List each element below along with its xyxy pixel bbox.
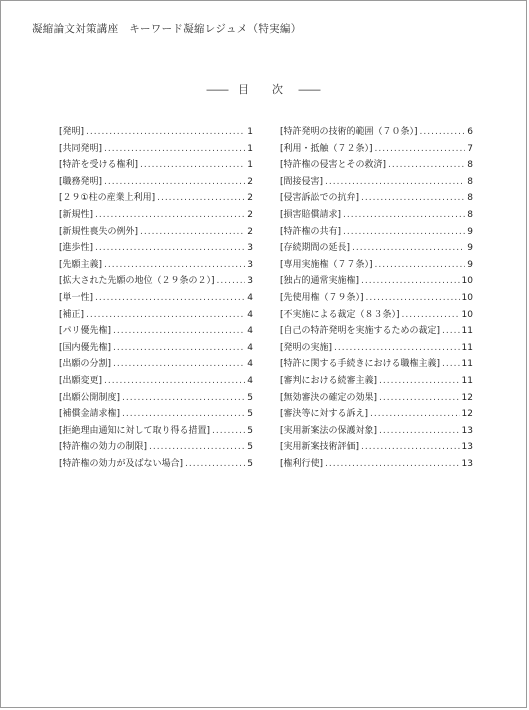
- toc-entry-page: 9: [467, 243, 473, 254]
- toc-leader-dots: [140, 224, 245, 241]
- toc-entry: [59, 240, 253, 257]
- toc-entry: [59, 307, 253, 324]
- toc-title-text: 目 次: [238, 83, 289, 96]
- toc-entry-page: 13: [461, 425, 473, 436]
- toc-leader-dots: [86, 307, 245, 324]
- toc-entry-page: 1: [247, 160, 253, 171]
- document-header: 凝縮論文対策講座 キーワード凝縮レジュメ（特実編）: [32, 23, 302, 35]
- toc-right-column: [280, 124, 473, 472]
- toc-entry-label: [職務発明]: [59, 176, 103, 187]
- toc-entry-label: [特許を受ける権利]: [59, 160, 139, 171]
- toc-leader-dots: [379, 423, 460, 440]
- toc-entry-label: [出願変更]: [59, 375, 103, 386]
- toc-entry-page: 8: [467, 209, 473, 220]
- toc-entry-label: [実用新案技術評価]: [280, 442, 360, 453]
- toc-leader-dots: [361, 273, 460, 290]
- toc-entry-label: [先使用権（７９条）]: [280, 292, 364, 303]
- toc-entry-label: [特許に関する手続きにおける職権主義]: [280, 359, 441, 370]
- toc-left-column: [59, 124, 253, 472]
- toc-entry-page: 4: [247, 309, 253, 320]
- toc-entry-label: [発明の実施]: [280, 342, 333, 353]
- toc-leader-dots: [157, 190, 245, 207]
- toc-entry-page: 11: [461, 342, 473, 353]
- toc-entry: [280, 207, 473, 224]
- toc-entry-page: 6: [467, 127, 473, 137]
- toc-entry: [59, 224, 253, 241]
- toc-leader-dots: [352, 240, 465, 257]
- toc-entry-page: 5: [247, 458, 253, 469]
- toc-entry: [280, 390, 473, 407]
- toc-entry-label: [共同発明]: [59, 143, 103, 154]
- toc-leader-dots: [379, 390, 460, 407]
- toc-leader-dots: [361, 190, 465, 207]
- toc-leader-dots: [104, 257, 245, 274]
- toc-leader-dots: [140, 157, 245, 174]
- toc-entry-page: 2: [247, 226, 253, 237]
- toc-leader-dots: [442, 323, 460, 340]
- toc-entry-page: 2: [247, 193, 253, 204]
- toc-entry: [280, 240, 473, 257]
- toc-entry-label: [権利行使]: [280, 458, 324, 469]
- toc-leader-dots: [370, 406, 460, 423]
- toc-entry-page: 8: [467, 176, 473, 187]
- toc-entry-label: [利用・抵触（７２条）]: [280, 143, 373, 154]
- title-dash-left: ――: [206, 83, 229, 96]
- toc-entry-page: 10: [461, 292, 473, 303]
- toc-leader-dots: [366, 290, 460, 307]
- toc-leader-dots: [122, 406, 245, 423]
- toc-entry: [59, 340, 253, 357]
- toc-entry-page: 1: [247, 143, 253, 154]
- toc-entry: [280, 224, 473, 241]
- toc-entry-label: [新規性喪失の例外]: [59, 226, 139, 237]
- toc-entry-page: 10: [461, 276, 473, 287]
- toc-leader-dots: [325, 174, 465, 191]
- toc-entry: [59, 423, 253, 440]
- toc-entry: [59, 356, 253, 373]
- toc-entry-label: [２９①柱の産業上利用]: [59, 193, 156, 204]
- toc-entry: [59, 157, 253, 174]
- toc-entry: [59, 373, 253, 390]
- toc-entry-label: [発明]: [59, 127, 85, 137]
- toc-entry-page: 5: [247, 392, 253, 403]
- toc-entry-page: 12: [461, 392, 473, 403]
- toc-entry-label: [新規性]: [59, 209, 94, 220]
- toc-entry: [280, 406, 473, 423]
- toc-entry: [280, 141, 473, 158]
- toc-entry: [59, 406, 253, 423]
- toc-entry-label: [パリ優先権]: [59, 326, 112, 337]
- toc-entry: [280, 456, 473, 473]
- toc-entry-label: [先願主義]: [59, 259, 103, 270]
- toc-entry-label: [専用実施権（７７条）]: [280, 259, 373, 270]
- toc-leader-dots: [343, 207, 465, 224]
- toc-entry-label: [実用新案法の保護対象]: [280, 425, 378, 436]
- toc-leader-dots: [375, 257, 466, 274]
- toc-leader-dots: [95, 290, 245, 307]
- toc-entry-label: [無効審決の確定の効果]: [280, 392, 378, 403]
- toc-entry: [280, 290, 473, 307]
- toc-leader-dots: [334, 340, 460, 357]
- toc-entry-page: 13: [461, 442, 473, 453]
- toc-entry-label: [間接侵害]: [280, 176, 324, 187]
- toc-leader-dots: [217, 273, 246, 290]
- toc-entry: [280, 124, 473, 141]
- toc-entry-label: [審決等に対する訴え]: [280, 409, 369, 420]
- toc-leader-dots: [86, 124, 245, 141]
- toc-entry-page: 13: [461, 458, 473, 469]
- toc-entry-page: 4: [247, 342, 253, 353]
- toc-entry-page: 4: [247, 326, 253, 337]
- toc-entry-page: 9: [467, 226, 473, 237]
- toc-leader-dots: [379, 373, 460, 390]
- toc-entry-page: 5: [247, 425, 253, 436]
- toc-entry-label: [補正]: [59, 309, 85, 320]
- toc-entry-label: [自己の特許発明を実施するための裁定]: [280, 326, 441, 337]
- toc-entry-label: [拒絶理由通知に対して取り得る措置]: [59, 425, 211, 436]
- toc-entry-label: [国内優先権]: [59, 342, 112, 353]
- toc-leader-dots: [149, 439, 245, 456]
- toc-entry-page: 8: [467, 193, 473, 204]
- toc-entry: [280, 307, 473, 324]
- toc-leader-dots: [325, 456, 460, 473]
- toc-leader-dots: [95, 207, 245, 224]
- toc-entry-label: [出願の分割]: [59, 359, 112, 370]
- toc-entry: [59, 257, 253, 274]
- toc-entry: [59, 456, 253, 473]
- toc-entry-label: [拡大された先願の地位（２９条の２）]: [59, 276, 215, 287]
- toc-entry-page: 4: [247, 359, 253, 370]
- toc-entry-label: [特許権の共有]: [280, 226, 342, 237]
- toc-entry-label: [進歩性]: [59, 243, 94, 254]
- toc-leader-dots: [95, 240, 245, 257]
- toc-entry: [280, 190, 473, 207]
- toc-entry-page: 11: [461, 375, 473, 386]
- toc-entry-page: 4: [247, 292, 253, 303]
- toc-entry-page: 3: [247, 243, 253, 254]
- toc-leader-dots: [104, 174, 245, 191]
- toc-entry: [59, 273, 253, 290]
- toc-entry-label: [特許権の効力が及ばない場合]: [59, 458, 184, 469]
- toc-leader-dots: [122, 390, 245, 407]
- toc-entry-label: [存続期間の延長]: [280, 243, 351, 254]
- toc-entry-page: 12: [461, 409, 473, 420]
- toc-leader-dots: [113, 340, 245, 357]
- toc-entry: [59, 439, 253, 456]
- toc-entry: [280, 373, 473, 390]
- toc-leader-dots: [212, 423, 245, 440]
- toc-leader-dots: [420, 124, 466, 141]
- toc-entry-label: [不実施による裁定（８３条）]: [280, 309, 400, 320]
- toc-entry-label: [独占的通常実施権]: [280, 276, 360, 287]
- toc-entry-page: 3: [247, 259, 253, 270]
- toc-entry-page: 9: [467, 259, 473, 270]
- toc-entry: [280, 157, 473, 174]
- toc-entry: [59, 174, 253, 191]
- toc-leader-dots: [375, 141, 466, 158]
- toc-leader-dots: [104, 141, 245, 158]
- toc-entry-page: 2: [247, 209, 253, 220]
- toc-entry-label: [特許発明の技術的範囲（７０条）]: [280, 127, 418, 137]
- toc-leader-dots: [104, 373, 245, 390]
- toc-entry-label: [単一性]: [59, 292, 94, 303]
- toc-entry: [59, 323, 253, 340]
- toc-entry-page: 8: [467, 160, 473, 171]
- title-dash-right: ――: [298, 83, 321, 96]
- toc-entry-page: 11: [461, 326, 473, 337]
- toc-entry-page: 5: [247, 409, 253, 420]
- toc-entry-page: 2: [247, 176, 253, 187]
- toc-entry-label: [損害賠償請求]: [280, 209, 342, 220]
- toc-entry-page: 5: [247, 442, 253, 453]
- toc-leader-dots: [442, 356, 460, 373]
- toc-entry: [280, 340, 473, 357]
- toc-entry: [59, 190, 253, 207]
- toc-leader-dots: [185, 456, 245, 473]
- toc-entry: [59, 207, 253, 224]
- toc-entry-label: [侵害訴訟での抗弁]: [280, 193, 360, 204]
- toc-entry-page: 1: [247, 127, 253, 137]
- toc-entry-label: [審判における続審主義]: [280, 375, 378, 386]
- toc-entry: [59, 124, 253, 141]
- toc-leader-dots: [388, 157, 465, 174]
- toc-entry: [280, 323, 473, 340]
- toc-leader-dots: [113, 323, 245, 340]
- toc-entry: [59, 290, 253, 307]
- toc-title: [1, 81, 526, 97]
- toc-entry: [280, 356, 473, 373]
- toc-entry-page: 3: [247, 276, 253, 287]
- toc-entry: [280, 257, 473, 274]
- toc-entry-label: [特許権の侵害とその救済]: [280, 160, 387, 171]
- toc-entry: [280, 439, 473, 456]
- toc-entry-label: [補償金請求権]: [59, 409, 121, 420]
- toc-leader-dots: [402, 307, 460, 324]
- toc-entry: [59, 141, 253, 158]
- toc-leader-dots: [361, 439, 460, 456]
- toc-entry-page: 7: [467, 143, 473, 154]
- toc-entry-page: 10: [461, 309, 473, 320]
- toc-entry: [280, 174, 473, 191]
- toc-entry-page: 11: [461, 359, 473, 370]
- toc-entry-label: [特許権の効力の制限]: [59, 442, 148, 453]
- toc-entry-page: 4: [247, 375, 253, 386]
- toc-entry: [59, 390, 253, 407]
- toc-entry: [280, 423, 473, 440]
- toc-entry: [280, 273, 473, 290]
- toc-leader-dots: [113, 356, 245, 373]
- toc-leader-dots: [343, 224, 465, 241]
- toc-entry-label: [出願公開制度]: [59, 392, 121, 403]
